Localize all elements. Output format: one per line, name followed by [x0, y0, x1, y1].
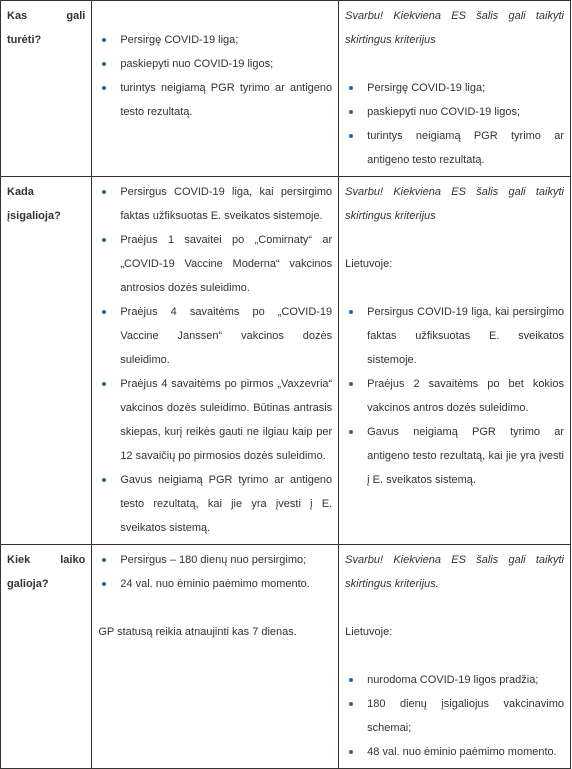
list-item: turintys neigiamą PGR tyrimo ar antigeno testo rezultatą. [98, 76, 332, 124]
bullet-list [98, 548, 332, 596]
list-item: nurodoma COVID-19 ligos pradžia; [345, 668, 564, 692]
question-cell [1, 545, 92, 769]
question-cell [1, 177, 92, 545]
list-item: 180 dienų įsigaliojus vakcinavimo schemai; [345, 692, 564, 740]
list-item: turintys neigiamą PGR tyrimo ar antigeno testo rezultatą. [345, 124, 564, 172]
country-label: Lietuvoje: [345, 258, 393, 270]
table-row [1, 1, 571, 177]
answer-cell-general [92, 1, 339, 177]
question-line: įsigalioja? [7, 210, 61, 222]
answer-cell-eu [339, 1, 571, 177]
bullet-list [345, 300, 564, 492]
update-note: GP statusą reikia atnaujinti kas 7 dienas. [98, 626, 297, 638]
list-item: 48 val. nuo ėminio paėmimo momento. [345, 740, 564, 764]
question-line: Kas gali [7, 10, 86, 22]
bullet-list [98, 28, 332, 124]
list-item: paskiepyti nuo COVID-19 ligos; [345, 100, 564, 124]
answer-cell-general [92, 545, 339, 769]
list-item: Persirgus COVID-19 liga, kai persirgimo faktas užfiksuotas E. sveikatos sistemoje. [98, 180, 332, 228]
list-item: Persirgus – 180 dienų nuo persirgimo; [98, 548, 332, 572]
list-item: Persirgus COVID-19 liga, kai persirgimo faktas užfiksuotas E. sveikatos sistemoje. [345, 300, 564, 372]
bullet-list [345, 668, 564, 764]
question-cell [1, 1, 92, 177]
table-row [1, 177, 571, 545]
answer-cell-eu [339, 177, 571, 545]
list-item: paskiepyti nuo COVID-19 ligos; [98, 52, 332, 76]
table-row [1, 545, 571, 769]
list-item: Praėjus 4 savaitėms po pirmos „Vaxzevria“ vakcinos dozės suleidimo. Būtinas antrasis skiepas, kurį reikės gauti ne ilgiau kaip per 12 savaičių po pirmosios dozės suleidimo. [98, 372, 332, 468]
list-item: Praėjus 4 savaitėms po „COVID-19 Vaccine Janssen“ vakcinos dozės suleidimo. [98, 300, 332, 372]
important-note: Svarbu! Kiekviena ES šalis gali taikyti skirtingus kriterijus [345, 186, 564, 222]
list-item: Gavus neigiamą PGR tyrimo ar antigeno testo rezultatą, kai jie yra įvesti į E. sveikatos sistemą. [345, 420, 564, 492]
list-item: Praėjus 2 savaitėms po bet kokios vakcinos antros dozės suleidimo. [345, 372, 564, 420]
question-line: Kiek laiko [7, 554, 86, 566]
question-line: Kada [7, 186, 34, 198]
list-item: Persirgę COVID-19 liga; [98, 28, 332, 52]
bullet-list [98, 180, 332, 540]
important-note: Svarbu! Kiekviena ES šalis gali taikyti skirtingus kriterijus [345, 10, 564, 46]
question-line: turėti? [7, 34, 42, 46]
answer-cell-general [92, 177, 339, 545]
important-note: Svarbu! Kiekviena ES šalis gali taikyti skirtingus kriterijus. [345, 554, 564, 590]
country-label: Lietuvoje: [345, 626, 393, 638]
list-item: 24 val. nuo ėminio paėmimo momento. [98, 572, 332, 596]
answer-cell-eu [339, 545, 571, 769]
question-line: galioja? [7, 578, 49, 590]
list-item: Praėjus 1 savaitei po „Comirnaty“ ar „COVID-19 Vaccine Moderna“ vakcinos antrosios dozės suleidimo. [98, 228, 332, 300]
bullet-list [345, 76, 564, 172]
list-item: Persirgę COVID-19 liga; [345, 76, 564, 100]
list-item: Gavus neigiamą PGR tyrimo ar antigeno testo rezultatą, kai jie yra įvesti į E. sveikatos sistemą. [98, 468, 332, 540]
